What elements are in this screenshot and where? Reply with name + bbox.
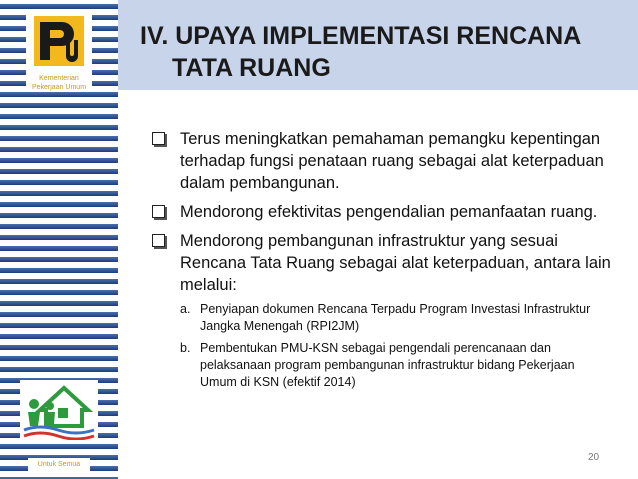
sidebar-stripe [0, 345, 118, 350]
sidebar-stripe [0, 191, 118, 196]
sidebar-stripe [0, 290, 118, 295]
sidebar-stripe [0, 202, 118, 207]
sidebar-stripe [0, 334, 118, 339]
sidebar-stripe [0, 169, 118, 174]
sidebar-stripe [0, 180, 118, 185]
sidebar-stripe [0, 103, 118, 108]
sidebar-stripe [0, 158, 118, 163]
bullet-item [150, 230, 612, 391]
community-logo [20, 380, 98, 440]
bullet-item [150, 128, 612, 194]
sidebar-stripe [0, 356, 118, 361]
sub-item-text: Pembentukan PMU-KSN sebagai pengendali perencanaan dan pelaksanaan program pembangunan infrastruktur bidang Pekerjaan Umum di KSN (efektif 2014) [200, 341, 575, 389]
sidebar-stripe [0, 92, 118, 97]
sub-list [180, 301, 612, 391]
sidebar-stripe [0, 213, 118, 218]
checkbox-bullet-icon [152, 234, 165, 247]
slide-title [140, 20, 620, 84]
sub-item-letter: b. [180, 341, 191, 355]
page-number: 20 [588, 452, 600, 463]
checkbox-bullet-icon [152, 132, 165, 145]
sub-item-letter: a. [180, 302, 191, 316]
pu-logo-icon [34, 16, 84, 66]
sidebar-stripe [0, 279, 118, 284]
bullet-item [150, 201, 612, 223]
checkbox-bullet-icon [152, 205, 165, 218]
sidebar-stripe [0, 224, 118, 229]
sidebar-stripe [0, 323, 118, 328]
sidebar-stripe [0, 136, 118, 141]
ministry-name: Kementerian Pekerjaan Umum [31, 75, 87, 91]
sidebar-stripe [0, 367, 118, 372]
bullet-text: Mendorong pembangunan infrastruktur yang sesuai Rencana Tata Ruang sebagai alat keterpaduan, antara lain melalui: [180, 232, 611, 294]
sidebar-stripe [0, 246, 118, 251]
sub-list-item [180, 301, 612, 335]
sub-item-text: Penyiapan dokumen Rencana Terpadu Program Investasi Infrastruktur Jangka Menengah (RPI2JM) [200, 302, 591, 333]
sidebar-stripe [0, 114, 118, 119]
sidebar [0, 0, 118, 479]
sidebar-stripe [0, 312, 118, 317]
sub-list-item [180, 340, 612, 391]
sidebar-stripe [0, 268, 118, 273]
bullet-text: Terus meningkatkan pemahaman pemangku kepentingan terhadap fungsi penataan ruang sebagai alat keterpaduan dalam pembangunan. [180, 130, 604, 192]
tagline: Untuk Semua [37, 461, 81, 468]
sidebar-stripe [0, 147, 118, 152]
bullet-text: Mendorong efektivitas pengendalian pemanfaatan ruang. [180, 203, 598, 221]
title-line-2: TATA RUANG [172, 54, 331, 82]
sidebar-stripe [0, 235, 118, 240]
sidebar-stripe [0, 257, 118, 262]
ministry-logo [26, 10, 92, 90]
house-family-icon [20, 380, 98, 440]
sidebar-stripe [0, 4, 118, 9]
sidebar-stripe [0, 125, 118, 130]
sidebar-stripe [0, 301, 118, 306]
tagline-box [28, 458, 90, 472]
title-line-1: IV. UPAYA IMPLEMENTASI RENCANA [140, 22, 582, 50]
sidebar-stripe [0, 444, 118, 449]
slide-content [150, 128, 612, 398]
